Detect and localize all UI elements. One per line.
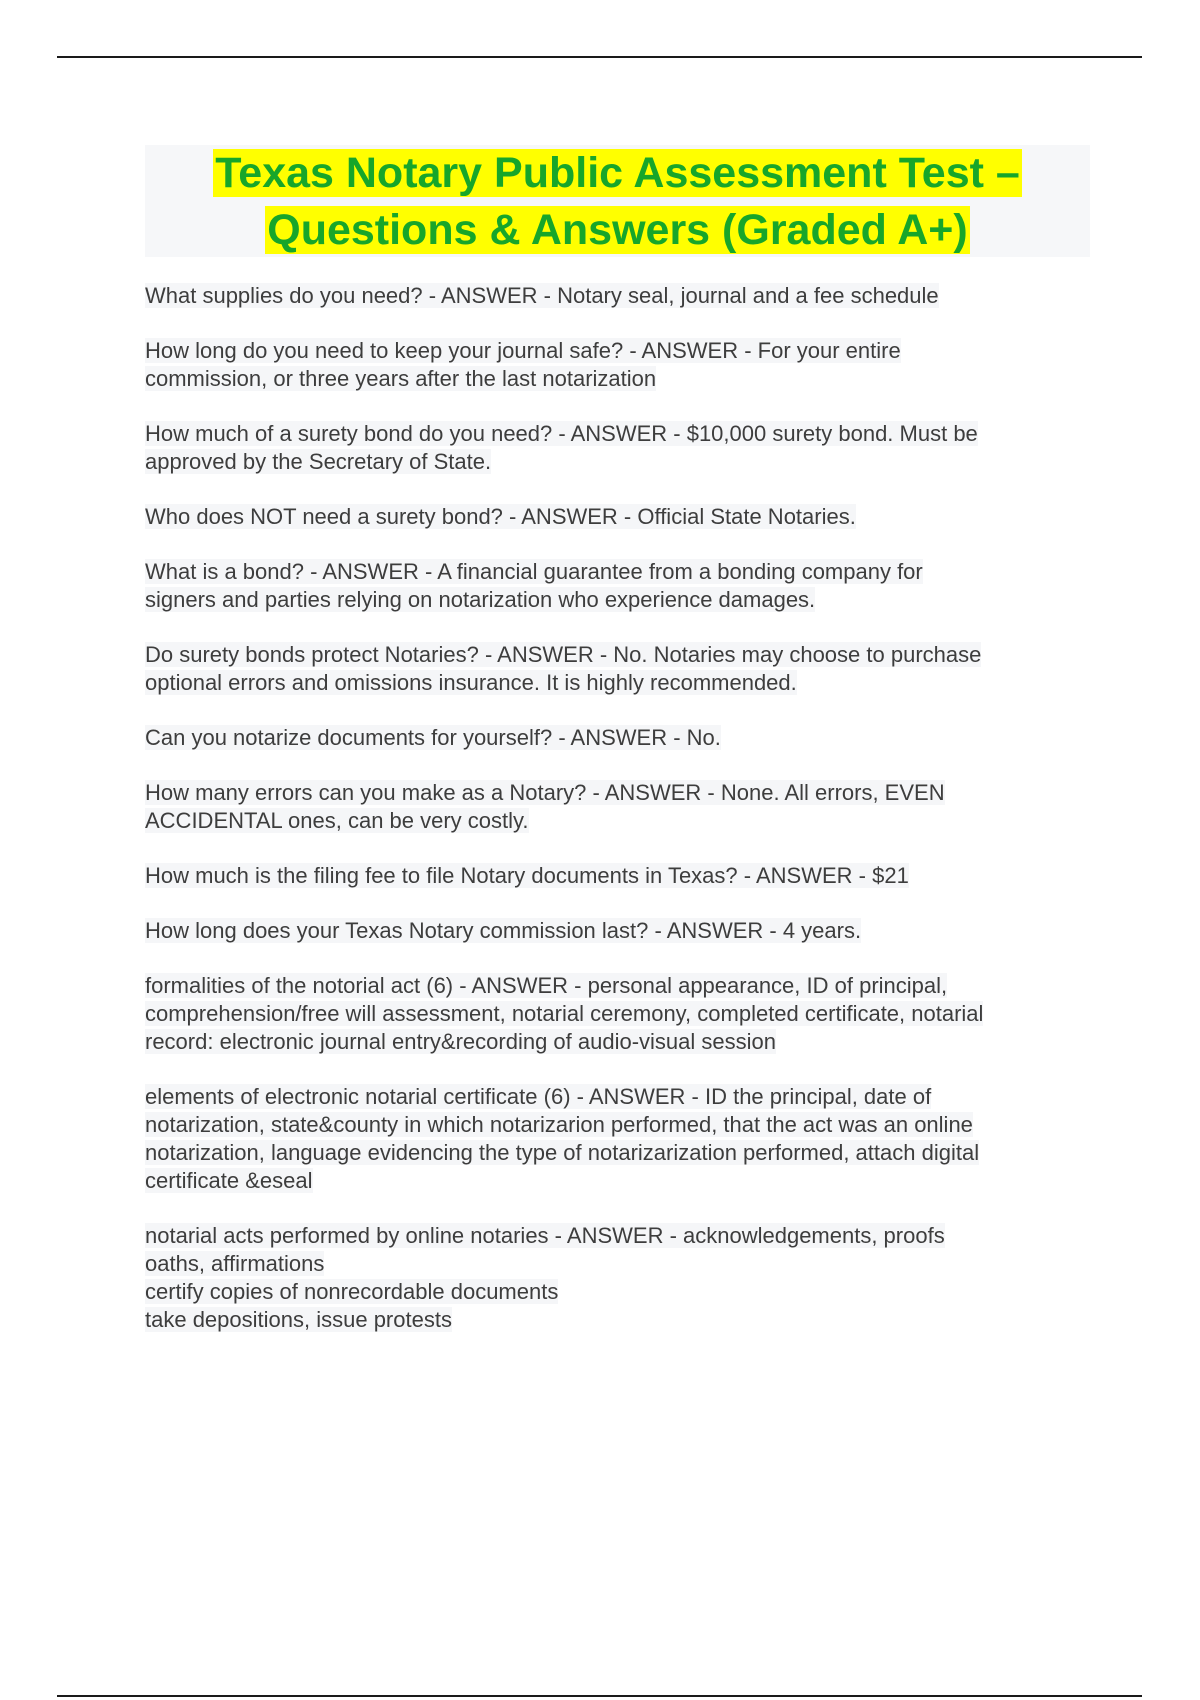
bottom-rule bbox=[57, 1695, 1142, 1697]
qa-text-line: formalities of the notorial act (6) - ANSWER - personal appearance, ID of principal, bbox=[145, 973, 948, 998]
qa-text-line: notarial acts performed by online notaries - ANSWER - acknowledgements, proofs bbox=[145, 1223, 945, 1248]
title-line-2: Questions & Answers (Graded A+) bbox=[267, 206, 968, 254]
qa-text-line: How much of a surety bond do you need? - ANSWER - $10,000 surety bond. Must be bbox=[145, 421, 978, 446]
qa-text-line: notarization, language evidencing the type of notarizarization performed, attach digital bbox=[145, 1140, 980, 1165]
qa-item bbox=[145, 972, 1090, 1056]
qa-text-line: notarization, state&county in which notarizarion performed, that the act was an online bbox=[145, 1112, 973, 1137]
qa-text-line: oaths, affirmations bbox=[145, 1251, 325, 1276]
qa-text-line: ACCIDENTAL ones, can be very costly. bbox=[145, 808, 529, 833]
qa-item bbox=[145, 724, 1090, 752]
top-rule bbox=[57, 56, 1142, 58]
qa-text-line: Can you notarize documents for yourself? - ANSWER - No. bbox=[145, 725, 721, 750]
qa-item bbox=[145, 282, 1090, 310]
qa-text-line: certify copies of nonrecordable documents bbox=[145, 1279, 559, 1304]
qa-text-line: Who does NOT need a surety bond? - ANSWER - Official State Notaries. bbox=[145, 504, 856, 529]
qa-text-line: signers and parties relying on notarization who experience damages. bbox=[145, 587, 816, 612]
qa-item bbox=[145, 1222, 1090, 1334]
qa-text-line: approved by the Secretary of State. bbox=[145, 449, 492, 474]
qa-text-line: How long does your Texas Notary commission last? - ANSWER - 4 years. bbox=[145, 918, 862, 943]
qa-item bbox=[145, 862, 1090, 890]
qa-text-line: commission, or three years after the last notarization bbox=[145, 366, 657, 391]
qa-text-line: comprehension/free will assessment, notarial ceremony, completed certificate, notarial bbox=[145, 1001, 984, 1026]
qa-item bbox=[145, 1083, 1090, 1195]
qa-text-line: optional errors and omissions insurance. It is highly recommended. bbox=[145, 670, 797, 695]
qa-text-line: elements of electronic notarial certificate (6) - ANSWER - ID the principal, date of bbox=[145, 1084, 932, 1109]
qa-text-line: How many errors can you make as a Notary? - ANSWER - None. All errors, EVEN bbox=[145, 780, 945, 805]
qa-item bbox=[145, 779, 1090, 835]
qa-item bbox=[145, 917, 1090, 945]
qa-text-line: record: electronic journal entry&recording of audio-visual session bbox=[145, 1029, 776, 1054]
qa-text-line: certificate &eseal bbox=[145, 1168, 313, 1193]
title-line-1: Texas Notary Public Assessment Test – bbox=[215, 149, 1020, 197]
qa-text-line: How much is the filing fee to file Notary documents in Texas? - ANSWER - $21 bbox=[145, 863, 909, 888]
qa-text-line: What supplies do you need? - ANSWER - Notary seal, journal and a fee schedule bbox=[145, 283, 939, 308]
qa-item bbox=[145, 503, 1090, 531]
qa-text-line: What is a bond? - ANSWER - A financial guarantee from a bonding company for bbox=[145, 559, 923, 584]
qa-text-line: take depositions, issue protests bbox=[145, 1307, 452, 1332]
qa-text-line: Do surety bonds protect Notaries? - ANSWER - No. Notaries may choose to purchase bbox=[145, 642, 982, 667]
document-title bbox=[145, 145, 1090, 257]
qa-text-line: How long do you need to keep your journal safe? - ANSWER - For your entire bbox=[145, 338, 901, 363]
qa-item bbox=[145, 337, 1090, 393]
qa-item bbox=[145, 641, 1090, 697]
qa-item bbox=[145, 420, 1090, 476]
qa-item bbox=[145, 558, 1090, 614]
qa-list bbox=[145, 282, 1090, 1361]
